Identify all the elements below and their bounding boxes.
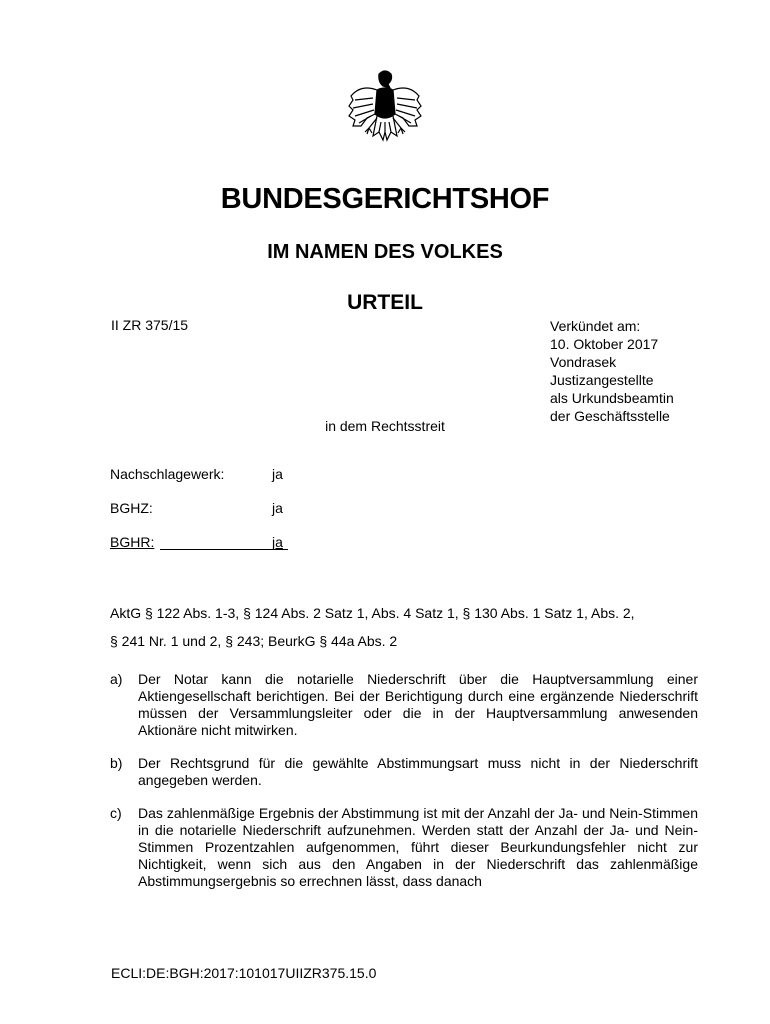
ecli-identifier: ECLI:DE:BGH:2017:101017UIIZR375.15.0 <box>111 965 377 981</box>
headnote-text: Der Notar kann die notarielle Niederschrift über die Hauptversammlung einer Aktiengesellschaft berichtigen. Bei der Berichtigung durch eine ergänzende Niederschrift müssen der Versammlungsleiter oder die in der Hauptversammlung anwesenden Aktionäre nicht mitwirken. <box>138 671 698 738</box>
headnote-text: Der Rechtsgrund für die gewählte Abstimmungsart muss nicht in der Niederschrift angegeben werden. <box>138 755 698 788</box>
announcement-block <box>550 317 674 425</box>
case-number: II ZR 375/15 <box>111 317 189 333</box>
document-type: URTEIL <box>347 291 423 314</box>
reference-value: ja <box>272 500 283 516</box>
reference-label: BGHR: <box>110 534 155 550</box>
underline-divider <box>160 549 288 550</box>
announcement-line: Vondrasek <box>550 354 617 370</box>
reference-label: BGHZ: <box>110 500 153 516</box>
headnote-text: Das zahlenmäßige Ergebnis der Abstimmung ist mit der Anzahl der Ja- und Nein-Stimmen in die notarielle Niederschrift aufzunehmen. Werden statt der Anzahl der Ja- und Nein-Stimmen Prozentzahlen aufgenommen, führt dieser Beurkundungsfehler nicht zur Nichtigkeit, wenn sich aus den Angaben in der Niederschrift das zahlenmäßige Abstimmungsergebnis so errechnen lässt, dass danach <box>138 805 698 889</box>
in-the-name-heading: IM NAMEN DES VOLKES <box>267 241 503 263</box>
norm-references <box>110 599 690 655</box>
in-dispute-label: in dem Rechtsstreit <box>325 418 445 434</box>
announcement-line: als Urkundsbeamtin <box>550 390 674 406</box>
announcement-line: der Geschäftsstelle <box>550 408 670 424</box>
court-name: BUNDESGERICHTSHOF <box>220 183 550 215</box>
reference-label: Nachschlagewerk: <box>110 466 225 482</box>
announcement-line: Verkündet am: <box>550 318 641 334</box>
headnote-letter: a) <box>110 671 123 687</box>
norm-line: § 241 Nr. 1 und 2, § 243; BeurkG § 44a Abs. 2 <box>110 633 398 649</box>
reference-value: ja <box>272 534 283 550</box>
announcement-line: Justizangestellte <box>550 372 654 388</box>
headnote-letter: b) <box>110 755 123 771</box>
announcement-date: 10. Oktober 2017 <box>550 336 659 352</box>
federal-eagle-emblem <box>343 66 427 150</box>
headnote-letter: c) <box>110 805 122 821</box>
reference-value: ja <box>272 466 283 482</box>
norm-line: AktG § 122 Abs. 1-3, § 124 Abs. 2 Satz 1, Abs. 4 Satz 1, § 130 Abs. 1 Satz 1, Abs. 2, <box>110 605 635 621</box>
